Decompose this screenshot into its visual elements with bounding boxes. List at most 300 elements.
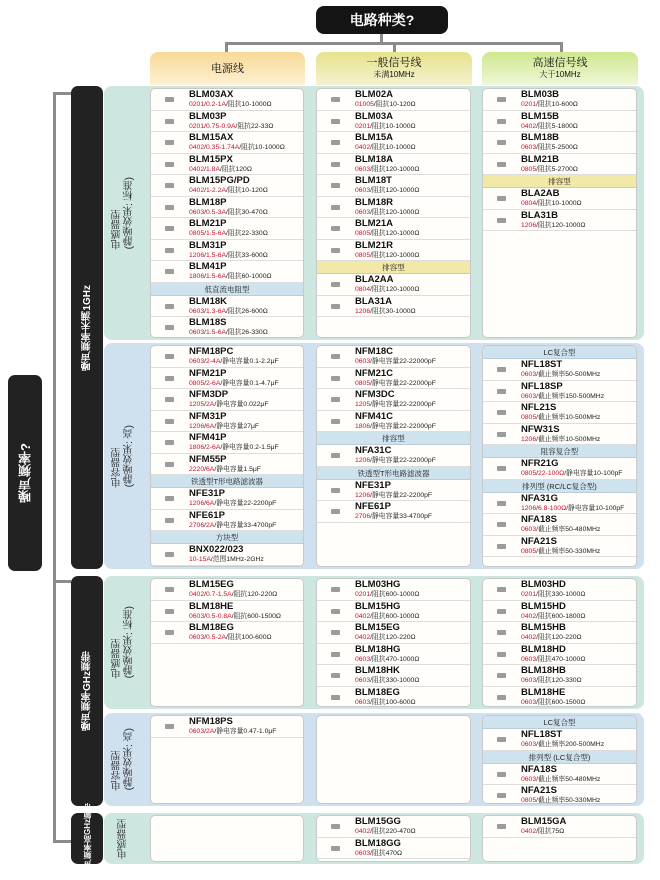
component-thumbnail-icon — [159, 416, 181, 427]
product-item[interactable] — [483, 622, 636, 644]
component-thumbnail-icon — [159, 94, 181, 105]
product-name: NFA21S — [521, 535, 557, 547]
product-name: BLM18A — [355, 153, 394, 165]
sub-label — [104, 576, 144, 709]
product-item[interactable] — [483, 514, 636, 536]
component-thumbnail-icon — [491, 541, 513, 552]
product-name: NFA18S — [521, 763, 557, 775]
component-thumbnail-icon — [159, 137, 181, 148]
product-spec: 1206/6.8-100Ω/静电容量10-100pF — [521, 504, 625, 512]
product-name: NFA31G — [521, 492, 558, 504]
product-item[interactable] — [483, 816, 636, 838]
product-name: BLA31B — [521, 209, 558, 221]
product-item[interactable] — [151, 89, 303, 111]
product-item[interactable] — [483, 402, 636, 424]
product-spec: 0201/0.75-0.9A/阻抗22-33Ω — [189, 122, 274, 130]
component-thumbnail-icon — [491, 116, 513, 127]
component-thumbnail-icon — [491, 606, 513, 617]
component-thumbnail-icon — [159, 266, 181, 277]
product-name: BLM21R — [355, 239, 394, 251]
product-spec: 1206/静电容量22-22000pF — [355, 457, 436, 464]
component-thumbnail-icon — [159, 606, 181, 617]
component-thumbnail-icon — [159, 301, 181, 312]
product-item[interactable] — [483, 381, 636, 403]
component-thumbnail-icon — [325, 450, 347, 461]
component-thumbnail-icon — [159, 223, 181, 234]
component-thumbnail-icon — [325, 821, 347, 832]
component-thumbnail-icon — [491, 364, 513, 375]
product-spec: 2706/2A/静电容量33-4700pF — [189, 521, 277, 529]
product-item[interactable] — [151, 716, 303, 738]
product-spec: 0201/0.2-1A/阻抗10-1000Ω — [189, 101, 272, 108]
product-item[interactable] — [483, 458, 636, 480]
product-spec: 0804/阻抗120-1000Ω — [355, 286, 420, 293]
product-spec: 0805/截止频率50-330MHz — [521, 797, 601, 804]
product-item[interactable] — [151, 411, 303, 433]
product-name: BLM18T — [355, 175, 392, 186]
product-name: BLM15PG/PD — [189, 175, 250, 186]
product-item[interactable] — [483, 132, 636, 154]
product-spec: 0402/1-2.2A/阻抗10-120Ω — [189, 187, 268, 194]
product-item[interactable] — [151, 368, 303, 390]
sub-label-text: 电感器型 (静噪效果: 标准) — [112, 606, 135, 679]
product-item[interactable] — [483, 579, 636, 601]
product-name: NFL18SP — [521, 380, 563, 392]
product-item[interactable] — [317, 601, 470, 623]
product-spec: 0603/阻抗470-1000Ω — [355, 655, 420, 663]
column-title: 一般信号线 — [366, 56, 422, 69]
product-spec: 0402/1.8A/阻抗120Ω — [189, 165, 252, 173]
component-thumbnail-icon — [491, 407, 513, 418]
product-spec: 0402/阻抗600-1800Ω — [521, 612, 586, 620]
product-name: BLM18HB — [521, 665, 566, 676]
product-item[interactable] — [151, 510, 303, 532]
product-item[interactable] — [151, 261, 303, 283]
connector-col2 — [393, 42, 396, 52]
freq-label-ghz-band: 噪声频率GHz频带 — [71, 576, 103, 806]
product-spec: 0603/阻抗600-1500Ω — [521, 698, 586, 706]
product-spec: 0402/阻抗5-1800Ω — [521, 122, 578, 130]
cell-panel — [150, 815, 304, 862]
product-name: BLM21A — [355, 218, 394, 229]
product-spec: 0603/1.3-6A/阻抗26-600Ω — [189, 307, 268, 315]
product-name: NFE61P — [355, 501, 391, 512]
component-thumbnail-icon — [325, 416, 347, 427]
product-spec: 0805/阻抗120-1000Ω — [355, 230, 420, 237]
product-item[interactable] — [317, 240, 470, 262]
product-name: BLM21B — [521, 153, 560, 165]
cell-panel — [482, 715, 637, 804]
product-spec: 0603/阻抗100-600Ω — [355, 698, 416, 706]
component-thumbnail-icon — [325, 606, 347, 617]
component-thumbnail-icon — [159, 159, 181, 170]
product-item[interactable] — [151, 132, 303, 154]
cell-panel — [150, 715, 304, 804]
category-header: 排列型 (RC/LC复合型) — [483, 480, 636, 493]
product-spec: 1205/2A/静电容量0.022μF — [189, 401, 269, 408]
product-spec: 0603/阻抗120-1000Ω — [355, 187, 420, 194]
connector-left-b1 — [53, 92, 71, 95]
component-thumbnail-icon — [325, 137, 347, 148]
component-thumbnail-icon — [159, 459, 181, 470]
product-spec: 0603/2-4A/静电容量0.1-2.2μF — [189, 358, 279, 365]
component-thumbnail-icon — [325, 485, 347, 496]
connector-col3 — [560, 42, 563, 52]
component-thumbnail-icon — [491, 429, 513, 440]
product-spec: 0805/2-6A/静电容量0.1-4.7μF — [189, 379, 279, 387]
product-spec: 1206/阻抗120-1000Ω — [521, 221, 586, 229]
product-spec: 0402/阻抗75Ω — [521, 828, 565, 835]
product-item[interactable] — [483, 359, 636, 381]
component-thumbnail-icon — [491, 627, 513, 638]
cell-panel — [316, 345, 471, 567]
product-item[interactable] — [483, 424, 636, 446]
product-spec: 0603/2A/静电容量0.47-1.0μF — [189, 728, 277, 735]
product-spec: 0603/阻抗470Ω — [355, 849, 403, 857]
cell-panel — [482, 815, 637, 862]
component-thumbnail-icon — [159, 437, 181, 448]
product-spec: 0603/截止频率50-500MHz — [521, 371, 601, 378]
product-spec: 0603/截止频率200-500MHz — [521, 741, 605, 748]
product-name: BLM15HG — [355, 600, 401, 612]
component-thumbnail-icon — [325, 373, 347, 384]
product-item[interactable] — [151, 454, 303, 476]
product-spec: 0402/0.35-1.74A/阻抗10-1000Ω — [189, 144, 285, 151]
cell-panel — [150, 345, 304, 567]
product-name: BLA31A — [355, 295, 392, 307]
product-item[interactable] — [151, 544, 303, 566]
product-item[interactable] — [483, 493, 636, 515]
component-thumbnail-icon — [159, 245, 181, 256]
product-name: NFW31S — [521, 423, 560, 435]
product-name: NFL21S — [521, 402, 557, 413]
component-thumbnail-icon — [325, 843, 347, 854]
product-name: BLM15B — [521, 110, 560, 122]
product-item[interactable] — [317, 389, 470, 411]
product-item[interactable] — [151, 601, 303, 623]
product-spec: 0603/截止频率50-480MHz — [521, 775, 601, 783]
product-item[interactable] — [151, 622, 303, 644]
product-spec: 1806/2-6A/静电容量0.2-1.5μF — [189, 444, 279, 451]
component-thumbnail-icon — [159, 721, 181, 732]
product-name: BLM15A — [355, 132, 394, 143]
column-header-high-speed-signal — [482, 52, 638, 85]
product-name: NFM3DP — [189, 389, 229, 400]
product-item[interactable] — [151, 488, 303, 510]
product-item[interactable] — [483, 764, 636, 786]
component-thumbnail-icon — [491, 649, 513, 660]
product-name: BLM03HG — [355, 579, 401, 590]
product-spec: 0603/静电容量22-22000pF — [355, 358, 436, 365]
product-item[interactable] — [317, 175, 470, 197]
category-header: 方块型 — [151, 531, 303, 544]
product-name: BLM03P — [189, 110, 227, 122]
product-item[interactable] — [317, 501, 470, 523]
category-header: LC复合型 — [483, 716, 636, 729]
product-item[interactable] — [317, 665, 470, 687]
product-item[interactable] — [151, 432, 303, 454]
product-item[interactable] — [483, 111, 636, 133]
component-thumbnail-icon — [491, 386, 513, 397]
component-thumbnail-icon — [491, 670, 513, 681]
product-name: BLM15GG — [355, 816, 401, 827]
product-name: NFM18PS — [189, 716, 233, 727]
product-item[interactable] — [317, 154, 470, 176]
component-thumbnail-icon — [159, 180, 181, 191]
freq-label-below-1ghz: 噪声频率未满1GHz — [71, 86, 103, 569]
product-item[interactable] — [483, 188, 636, 210]
product-spec: 1206/阻抗30-1000Ω — [355, 307, 416, 315]
product-name: NFM21C — [355, 367, 394, 379]
product-name: BLA2AA — [355, 274, 394, 285]
product-spec: 0402/阻抗120-220Ω — [355, 634, 416, 641]
product-item[interactable] — [317, 644, 470, 666]
product-item[interactable] — [317, 111, 470, 133]
product-item[interactable] — [151, 579, 303, 601]
product-item[interactable] — [483, 536, 636, 558]
product-item[interactable] — [151, 317, 303, 338]
column-header-general-signal — [316, 52, 472, 85]
product-name: NFM3DC — [355, 389, 395, 400]
product-name: BLM15GA — [521, 816, 567, 827]
product-spec: 0603/阻抗330-1000Ω — [355, 677, 420, 684]
component-thumbnail-icon — [491, 94, 513, 105]
product-spec: 1806/1.5-6A/阻抗60-1000Ω — [189, 273, 272, 280]
product-spec: 0603/0.5-0.8A/阻抗600-1500Ω — [189, 612, 282, 620]
component-thumbnail-icon — [491, 463, 513, 474]
cell-panel — [150, 578, 304, 707]
product-name: BLM18B — [521, 132, 560, 143]
component-thumbnail-icon — [491, 821, 513, 832]
sub-label-text: 电容器型 (静噪效果: 高) — [112, 728, 135, 791]
sub-label-text: 电容器型 (静噪效果: 高) — [112, 424, 135, 488]
column-title: 电源线 — [211, 62, 244, 75]
product-name: NFE31P — [355, 479, 391, 491]
category-header: 低直流电阻型 — [151, 283, 303, 296]
product-name: NFL18ST — [521, 359, 563, 370]
component-thumbnail-icon — [325, 627, 347, 638]
product-name: BLM18K — [189, 295, 228, 307]
product-name: BLM18HK — [355, 665, 400, 676]
product-item[interactable] — [151, 197, 303, 219]
product-name: NFA18S — [521, 514, 557, 525]
component-thumbnail-icon — [325, 506, 347, 517]
product-item[interactable] — [317, 274, 470, 296]
product-spec: 0805/1.5-6A/阻抗22-330Ω — [189, 230, 268, 237]
product-item[interactable] — [483, 785, 636, 804]
product-spec: 0603/1.5-6A/阻抗26-330Ω — [189, 329, 268, 336]
component-thumbnail-icon — [325, 301, 347, 312]
product-item[interactable] — [317, 89, 470, 111]
product-item[interactable] — [151, 111, 303, 133]
component-thumbnail-icon — [491, 519, 513, 530]
product-name: BLA2AB — [521, 188, 560, 199]
sub-label — [104, 343, 144, 569]
component-thumbnail-icon — [325, 202, 347, 213]
product-spec: 1206/6A/静电容量27μF — [189, 422, 260, 430]
product-item[interactable] — [151, 175, 303, 197]
product-spec: 1205/静电容量22-22000pF — [355, 401, 436, 408]
product-name: BLM18P — [189, 196, 227, 208]
product-spec: 0804/阻抗10-1000Ω — [521, 200, 582, 207]
product-spec: 0201/阻抗330-1000Ω — [521, 591, 586, 598]
component-thumbnail-icon — [159, 627, 181, 638]
product-item[interactable] — [483, 89, 636, 111]
cell-panel — [482, 88, 637, 338]
product-name: BLM18EG — [189, 622, 234, 633]
product-item[interactable] — [317, 411, 470, 433]
product-item[interactable] — [483, 687, 636, 708]
product-spec: 0603/0.5-3A/阻抗30-470Ω — [189, 208, 268, 216]
product-name: BLM21P — [189, 218, 227, 229]
product-item[interactable] — [317, 296, 470, 318]
component-thumbnail-icon — [159, 549, 181, 560]
sub-label — [104, 813, 144, 864]
cell-panel — [482, 345, 637, 567]
product-item[interactable] — [317, 346, 470, 368]
component-thumbnail-icon — [491, 734, 513, 745]
product-spec: 0603/截止频率150-500MHz — [521, 392, 605, 400]
component-thumbnail-icon — [159, 394, 181, 405]
product-spec: 0603/阻抗120-1000Ω — [355, 208, 420, 216]
product-name: NFM18PC — [189, 346, 234, 357]
product-spec: 0805/阻抗120-1000Ω — [355, 251, 420, 259]
cell-panel — [316, 715, 471, 804]
component-thumbnail-icon — [325, 116, 347, 127]
component-thumbnail-icon — [491, 159, 513, 170]
connector-col1 — [225, 42, 228, 52]
product-name: BLM18S — [189, 317, 227, 328]
product-name: NFM55P — [189, 453, 227, 465]
product-name: BLM03A — [355, 110, 394, 122]
product-item[interactable] — [151, 346, 303, 368]
product-spec: 0603/0.5-2A/阻抗100-600Ω — [189, 634, 272, 641]
product-item[interactable] — [151, 389, 303, 411]
product-name: BLM18HG — [355, 643, 401, 655]
product-spec: 1206/静电容量22-2200pF — [355, 491, 433, 499]
product-item[interactable] — [317, 687, 470, 708]
component-thumbnail-icon — [491, 215, 513, 226]
product-spec: 0201/阻抗600-1000Ω — [355, 591, 420, 598]
component-thumbnail-icon — [325, 180, 347, 191]
circuit-type-question: 电路种类? — [316, 6, 448, 34]
product-item[interactable] — [317, 368, 470, 390]
component-thumbnail-icon — [159, 493, 181, 504]
product-spec: 0402/阻抗600-1000Ω — [355, 612, 420, 620]
product-item[interactable] — [317, 838, 470, 860]
product-item[interactable] — [151, 154, 303, 176]
product-name: BLM15HB — [521, 622, 566, 633]
product-item[interactable] — [151, 218, 303, 240]
product-name: BLM18EG — [355, 686, 400, 698]
product-spec: 0805/截止频率50-330MHz — [521, 547, 601, 555]
component-thumbnail-icon — [325, 351, 347, 362]
category-header: 铁透型T形电路滤波器 — [151, 475, 303, 488]
product-item[interactable] — [483, 729, 636, 751]
product-name: BNX022/023 — [189, 544, 244, 555]
product-item[interactable] — [151, 240, 303, 262]
product-spec: 0805/22-100Ω/静电容量10-100pF — [521, 470, 623, 477]
product-item[interactable] — [317, 132, 470, 154]
product-name: NFL18ST — [521, 729, 563, 740]
component-thumbnail-icon — [159, 373, 181, 384]
product-name: NFM21P — [189, 367, 227, 379]
product-name: BLM15EG — [189, 579, 234, 590]
sub-label-text: 电感器型 — [118, 818, 129, 859]
component-thumbnail-icon — [159, 322, 181, 333]
component-thumbnail-icon — [325, 245, 347, 256]
component-thumbnail-icon — [159, 116, 181, 127]
product-name: NFM41P — [189, 432, 227, 443]
cell-panel — [316, 88, 471, 338]
component-thumbnail-icon — [325, 159, 347, 170]
product-spec: 1806/静电容量22-22000pF — [355, 422, 436, 430]
column-sub: 大于10MHz — [539, 69, 581, 79]
column-sub: 未满10MHz — [373, 69, 415, 79]
component-thumbnail-icon — [325, 692, 347, 703]
component-thumbnail-icon — [325, 394, 347, 405]
product-item[interactable] — [483, 601, 636, 623]
product-item[interactable] — [317, 622, 470, 644]
category-header: 阻容复合型 — [483, 445, 636, 458]
category-header: LC复合型 — [483, 346, 636, 359]
product-name: BLM18HE — [189, 600, 234, 612]
product-spec: 0201/阻抗10-600Ω — [521, 101, 578, 108]
product-spec: 0402/阻抗120-220Ω — [521, 634, 582, 641]
product-name: BLM03B — [521, 89, 560, 100]
component-thumbnail-icon — [159, 351, 181, 362]
product-spec: 1206/6A/静电容量22-2200pF — [189, 500, 277, 507]
product-spec: 0402/阻抗220-470Ω — [355, 828, 416, 835]
product-item[interactable] — [483, 210, 636, 232]
product-spec: 2220/6A/静电容量1.5μF — [189, 465, 261, 473]
component-thumbnail-icon — [491, 137, 513, 148]
product-item[interactable] — [317, 816, 470, 838]
product-spec: 0201/阻抗10-1000Ω — [355, 122, 416, 130]
component-thumbnail-icon — [491, 498, 513, 509]
component-thumbnail-icon — [491, 769, 513, 780]
category-header: 排列型 (LC复合型) — [483, 751, 636, 764]
product-spec: 0402/0.7-1.5A/阻抗120-220Ω — [189, 591, 278, 598]
product-name: NFM31P — [189, 410, 227, 422]
product-name: BLM15HD — [521, 600, 566, 612]
product-item[interactable] — [317, 445, 470, 467]
product-item[interactable] — [317, 579, 470, 601]
product-item[interactable] — [483, 644, 636, 666]
column-title: 高速信号线 — [532, 56, 588, 69]
component-thumbnail-icon — [491, 790, 513, 801]
product-item[interactable] — [317, 218, 470, 240]
product-name: BLM15EG — [355, 622, 400, 633]
product-item[interactable] — [483, 665, 636, 687]
product-name: BLM18HD — [521, 643, 566, 655]
product-name: NFM41C — [355, 410, 394, 422]
product-name: BLM31P — [189, 239, 227, 251]
product-name: BLM03HD — [521, 579, 566, 590]
product-item[interactable] — [483, 154, 636, 176]
category-header: 排容型 — [483, 175, 636, 188]
sub-label — [104, 713, 144, 806]
product-name: NFA31C — [355, 445, 392, 456]
sub-label-text: 电感器型 (静噪效果: 标准) — [112, 176, 135, 250]
product-name: BLM18HE — [521, 686, 566, 698]
cell-panel — [150, 88, 304, 338]
product-spec: 0603/阻抗5-2500Ω — [521, 144, 578, 151]
product-item[interactable] — [317, 480, 470, 502]
component-thumbnail-icon — [491, 692, 513, 703]
product-item[interactable] — [151, 296, 303, 318]
product-item[interactable] — [317, 197, 470, 219]
